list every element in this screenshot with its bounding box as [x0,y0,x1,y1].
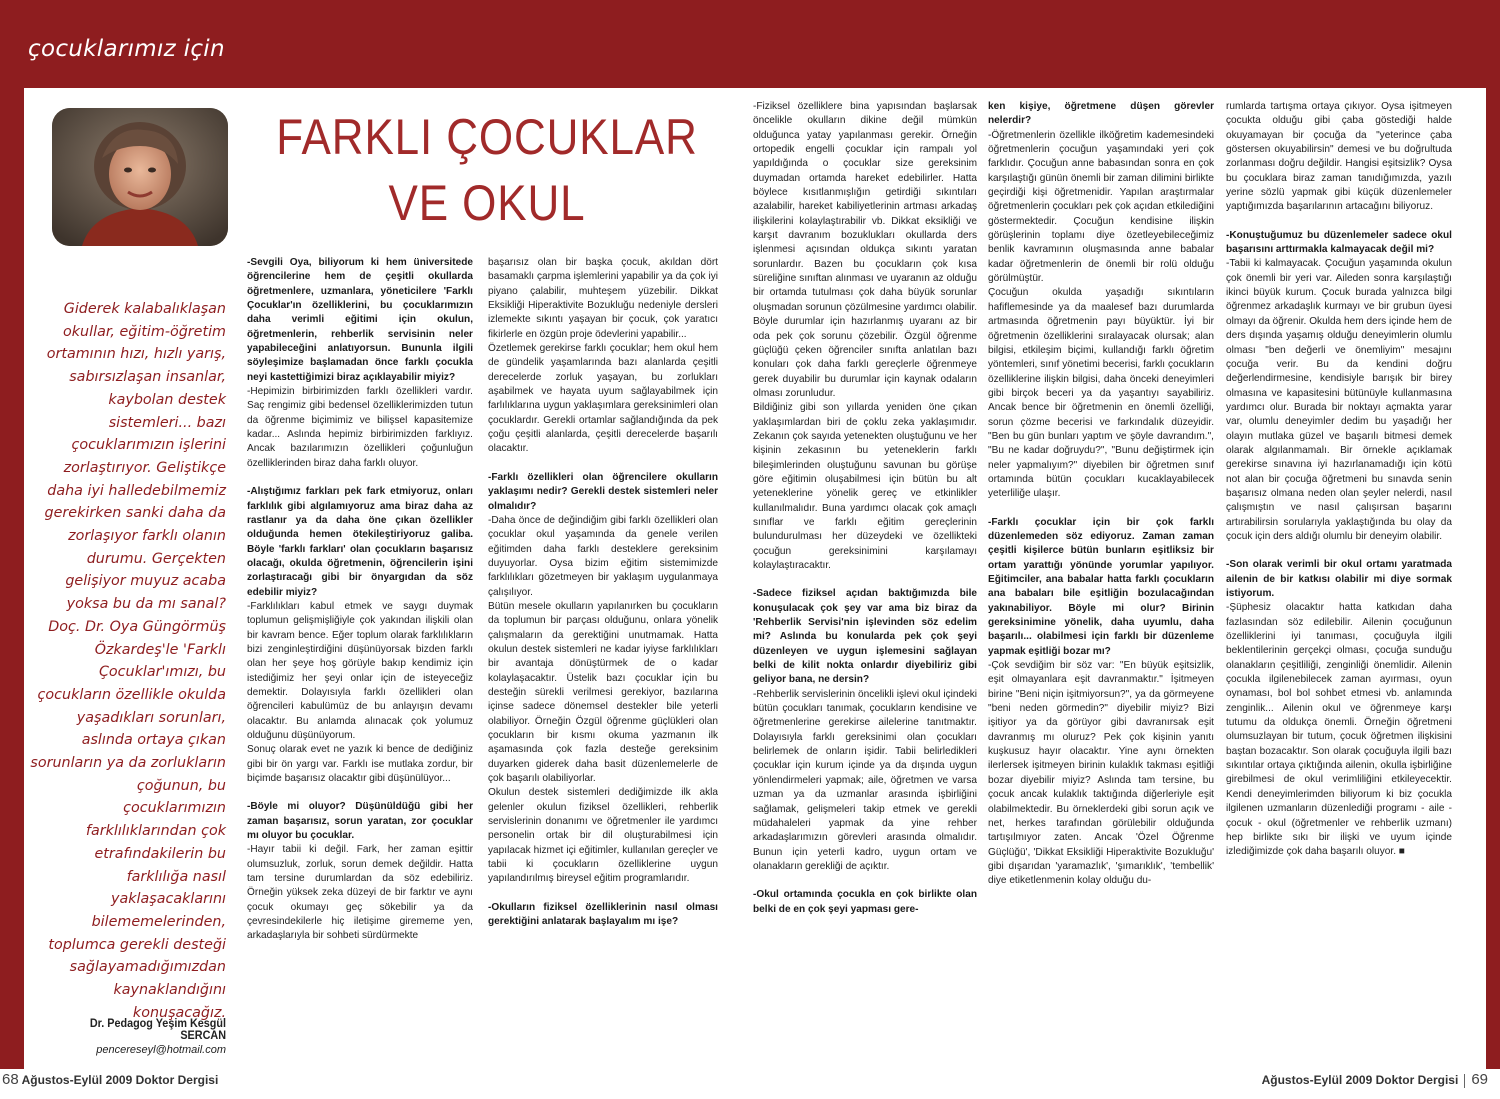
interview-question: -Farklı özellikleri olan öğrencilere okulların yaklaşımı nedir? Gerekli destek sistemleri neler olmalıdır? [488,471,718,512]
author-photo [52,108,228,246]
paragraph-gap [488,887,718,901]
interview-answer: -Daha önce de değindiğim gibi farklı özellikleri olan çocuklar okul yaşamında da genele verilen eğitimden daha farklı desteklere gereksinim duyuyorlar. Oysa bizim eğitim sistemimizde farklılıkları gözetmeyen bir yaklaşım uygulanmaya çalışılıyor. [488,514,718,598]
interview-answer: -Şüphesiz olacaktır hatta katkıdan daha fazlasından söz edilebilir. Ailenin çocuğunun özelliklerini iyi tanıması, çocuğuyla ilgili beklentilerinin gerçekçi olması, çocuğa sunduğu olanakların çeşitliliği, zenginliği önemlidir. Ailenin çocukla ilgilenebilecek zaman ayırması, oyun oynaması, bol bol sohbet etmesi vb. anlamında zenginlik... Ailenin okul ve öğrenmeye karşı tutumu da oldukça önemli. Örneğin öğretmeni olumsuzlayan bir tutum, çocuk öğretmen ilişkisini baştan bozacaktır. Son olarak çocuğuyla ilgili bazı sıkıntılar ortaya çıktığında ailenin, okulla işbirliğine girebilmesi de okul verimliliğini etkileyecektir. Kendi deneyimlerimden biliyorum ki biz çocukla ilgilenen uzmanların düzenlediği programı - aile - çocuk - okul (öğretmenler ve rehberlik uzmanı) hep birlikte sıkı bir ilişki ve uyum içinde izlediğimizde çok daha başarılı oluyor. ■ [1226,602,1452,858]
page-number-left: 68 [2,1071,19,1088]
article-headline [266,104,708,236]
footer-issue-right: Ağustos-Eylül 2009 [1261,1073,1373,1087]
interview-answer: -Rehberlik servislerinin öncelikli işlevi okul içindeki bütün çocukları tanımak, çocukların kendisine ve öğretmenlerine gerekirse ailelerine tanıtmaktır. Dolayısıyla farklı gereksinimi olan çocukları belirlemek de onların işidir. Tabii belirledikleri çocuklar için kurum içinde ya da dışında uygun yönlendirmeleri yapmak; aile, öğretmen ve varsa uzman ya da uzmanlar arasında işbirliğini sağlamak, gelişmeleri takip etmek ve gerekli müdahaleleri yapmak da yine rehber arkadaşlarımızın görevleri arasında olmalıdır. Bunun için yeterli kadro, uygun ortam ve olanakların gerekliği de açıktır. [753,688,977,872]
interview-answer: Okulun destek sistemleri dediğimizde ilk akla gelenler okulun fiziksel özellikleri, rehberlik servislerinin donanımı ve öğretmenler ile yardımcı personelin ortak bir dil oluşturabilmesi için yapılacak hizmet içi eğitimler, kullanılan gereçler ve tabii ki çocukların özelliklerine uygun yapılandırılmış bireysel eğitim programlarıdır. [488,787,718,885]
interview-answer: Bildiğiniz gibi son yıllarda yeniden öne çıkan yaklaşımlardan biri de çoklu zeka yaklaşımıdır. Zekanın çok sayıda yetenekten oluştuğunu ve her kişinin zekasının bu yeteneklerin farklı bileşimlerinden oluştuğunu savunan bu görüşe göre eğitimin oluşabilmesi için bütün bu alt yeteneklerine yönelik gereç ve etkinlikler kullanılmalıdır. Buna yardımcı olacak çok amaçlı sınıflar ve farklı eğitim gereçlerinin bulundurulması her düzeydeki ve özellikteki çocuğun gereksinimini karşılamayı kolaylaştıracaktır. [753,402,977,571]
paragraph-gap [1226,544,1452,558]
interview-question: -Sadece fiziksel açıdan baktığımızda bile konuşulacak çok şey var ama biz biraz da 'Rehberlik Servisi'nin işlevinden söz edelim mi? Aslında bu konularda pek çok şeyi düzenleyen ve uygun işlemesini sağlayan belki de kilit nokta onlardır diyebiliriz gibi geliyor bana, ne dersin? [753,588,977,686]
interview-answer: rumlarda tartışma ortaya çıkıyor. Oysa işitmeyen çocukta olduğu gibi çaba göstediği halde okuyamayan bir çocuğa da "yeterince çaba göstersen okuyabilirsin" demesi ve bu doğrultuda zorlanması doğru değildir. Hangisi eşitsizlik? Oysa bu çocuklara biraz zaman tanıdığımızda, yazılı yerine sözlü yapmak gibi küçük düzenlemeler yaptığımızda başarılarının artacağını biliyoruz. [1226,101,1452,213]
paragraph-gap [988,502,1214,516]
paragraph-gap [247,471,473,485]
footer-divider [1464,1074,1465,1088]
text-column-3 [753,100,977,1062]
paragraph-gap [753,874,977,888]
headline-line-2: VE OKUL [388,175,586,231]
interview-answer: Çocuğun okulda yaşadığı sıkıntıların hafiflemesinde ya da maalesef bazı durumlarda artmasında öğretmenin payı büyüktür. İyi bir öğretmenin özelliklerini sıralayacak olursak; alan bilgisi, etkileşim biçimi, kullandığı farklı öğretim yöntemleri, sınıf yönetimi becerisi, farklı çocukların özelliklerine ilişkin bilgisi, daha önceki deneyimleri gibi birçok beceri ya da yaşantıyı sayabiliriz. Ancak bence bir öğretmenin en önemli özelliği, sorun çözme becerisi ve farkındalık düzeyidir. "Ben bu gün bunları yaptım ve şöyle davrandım.", "Bu ne kadar doğruydu?", "Bunu değiştirmek için neler yapmalıyım?" diyebilen bir öğretmen sınıf ortamında bütün çocukları kucaklayabilecek yeterliliğe ulaşır. [988,287,1214,500]
footer-right [1262,1071,1488,1088]
interview-question: -Alıştığımız farkları pek fark etmiyoruz, onları farklılık gibi algılamıyoruz ama biraz daha az rastlanır ya da daha öne çıkan özellikler olduğunda hemen ötekileştiriyoruz galiba. Böyle 'farklı farkları' olan çocukların başarısız olacağı, okulda öğretmenin, öğrencilerin işini zorlaştıracağı gibi bir önyargıdan da söz edebilir miyiz? [247,486,473,598]
interview-question: -Böyle mi oluyor? Düşünüldüğü gibi her zaman başarısız, sorun yaratan, zor çocuklar mı oluyor bu çocuklar. [247,801,473,842]
section-title: çocuklarımız için [28,36,225,62]
interview-answer: -Hayır tabii ki değil. Fark, her zaman eşittir olumsuzluk, zorluk, sorun demek değildir. Hatta tam tersine durumlardan da söz edebiliriz. Örneğin yüksek zeka düzeyi de bir farktır ve aynı çocuk okumayı geç sökebilir ya da çevresindekilerle hiç iletişime girememe yen, arkadaşlarıyla bir sohbeti sürdürmekte [247,844,473,942]
text-column-1 [247,256,473,1062]
interview-answer: Özetlemek gerekirse farklı çocuklar; hem okul hem de gündelik yaşamlarında bazı alanlarda çeşitli derecelerde zorluk yaşayan, bu zorlukları aşabilmek ve hayata uyum sağlayabilmek için farlılıklarına uygun yaklaşımlara gereksinimleri olan çocuklardır. Gerekli ortamlar sağlandığında da pek çoğu çeşitli alanlarda, çeşitli derecelerde başarılı olacaktır. [488,343,718,455]
page-number-right: 69 [1471,1071,1488,1088]
right-margin-band [1486,88,1500,1069]
pull-quote: Giderek kalabalıklaşan okullar, eğitim-öğretim ortamının hızı, hızlı yarış, sabırsızlaşan insanlar, kaybolan destek sistemleri... bazı çocuklarımızın işlerini zorlaştırıyor. Geliştikçe daha iyi halledebilmemiz gerekirken sanki daha da zorlaşıyor farklı olanın durumu. Gerçekten gelişiyor muyuz acaba yoksa bu da mı sanal? Doç. Dr. Oya Güngörmüş Özkardeş'le 'Farklı Çocuklar'ımızı, bu çocukların özellikle okulda yaşadıkları sorunları, aslında ortaya çıkan sorunların ya da zorlukların çoğunun, bu çocuklarımızın farklılıklarından çok etrafındakilerin bu farklılığa nasıl yaklaşacaklarını bilememelerinden, toplumca gerekli desteği sağlayamadığımızdan kaynaklandığını konuşacağız. [30,301,226,1021]
left-margin-band [0,88,24,1069]
author-email: pencereseyl@hotmail.com [96,1044,226,1056]
interview-answer: -Hepimizin birbirimizden farklı özellikleri vardır. Saç rengimiz gibi bedensel özelliklerimizden tutun da öğrenme biçimimiz ve bilişsel kapasitemize kadar... Aslında hepimiz birbirimizden farklıyız. Ancak bazılarımızın özellikleri çoğunluğun özelliklerinden biraz daha farklı oluyor. [247,386,473,469]
interview-question: -Farklı çocuklar için bir çok farklı düzenlemeden söz ediyoruz. Zaman zaman çeşitli kişilerce bütün bunların eşitliksiz bir ortam yarattığı yönünde yorumlar yapılıyor. Eğitimciler, ana babalar hatta farklı çocukların ana babaları bile eşitliğin bozulacağından yakınabiliyor. Böyle mi olur? Birinin gereksinimine yönelik, daha uyumlu, daha başarılı... olabilmesi için farklı bir düzenleme yapmak eşitliği bozar mı? [988,516,1214,657]
footer-left [2,1071,218,1088]
interview-question: -Okul ortamında çocukla en çok birlikte olan belki de en çok şeyi yapması gere- [753,889,977,915]
interview-answer: -Çok sevdiğim bir söz var: "En büyük eşitsizlik, eşit olmayanlara eşit davranmaktır." İşitmeyen birine "Beni niçin işitmiyorsun?", ya da görmeyene "beni neden görmedin?" diyebilir miyiz? Bizi işitiyor ya da görüyor gibi davranırsak eşit davranmış mı oluruz? Pek çok kişinin yanıtı kuşkusuz hayır olacaktır. Yine aynı örnekten ilerlersek işitmeyen birinin kulaklık takması eşitliği bozar diyebilir miyiz? Aslında tam tersine, bu çocuk ancak kulaklık taktığında diğerleriyle eşit olabilmektedir. Bu örneklerdeki gibi sorun açık ve net, herkes tarafından görülebilir olduğunda tartışılmıyor zaten. Ancak 'Özel Öğrenme Güçlüğü', 'Dikkat Eksikliği Hiperaktivite Bozukluğu' gibi dışarıdan 'yaramazlık', 'şımarıklık', 'tembellik' diye etiketlenmenin kolay olduğu du- [988,660,1214,887]
text-column-2 [488,256,718,1062]
paragraph-gap [247,786,473,800]
text-column-5 [1226,100,1452,1062]
interview-question: -Son olarak verimli bir okul ortamı yaratmada ailenin de bir katkısı olabilir mi diye sormak istiyorum. [1226,559,1452,599]
footer-magazine-right: Doktor Dergisi [1375,1073,1459,1087]
interview-answer: -Öğretmenlerin özellikle ilköğretim kademesindeki öğretmenlerin çocuğun yaşamındaki yeri çok farklıdır. Çocuğun anne babasından sonra en çok karşılaştığı günün önemli bir zaman dilimini birlikte geçirdiği kişi öğretmenidir. Yapılan araştırmalar öğretmenlerin çocukları pek çok açıdan etkilediğini göstermektedir. Çocuğun kendisine ilişkin görüşlerinin toplamı diye özetleyebileceğimiz benlik kavramının oluşmasında anne babalar kadar öğretmenlerin de önemli bir rolü olduğu görülmüştür. [988,129,1214,285]
headline-line-1: FARKLI ÇOCUKLAR [276,109,698,165]
interview-question: ken kişiye, öğretmene düşen görevler nelerdir? [988,101,1214,127]
paragraph-gap [488,457,718,471]
interview-answer: -Farklılıkları kabul etmek ve saygı duymak toplumun gelişmişliğiyle çok yakından ilişkili olan bir kavram bence. Eğer toplum olarak farklılıkların bizi zenginleştirdiğini düşünüyorsak bizden farklı olan her şeye hoş görüyle bakıp kendimiz için istediğimiz her şeyi onlar için de isteyeceğiz demektir. Dolayısıyla farklı özellikleri olan öğrencileri kabulümüz de bu anlayışın devamı olacaktır. Bu anlamda alınacak çok yolumuz olduğunu düşünüyorum. [247,600,473,741]
interview-answer: Bütün mesele okulların yapılanırken bu çocukların da toplumun bir parçası olduğunu, onlara yönelik çalışmaların da gerektiğini unutmamak. Hatta okulun destek sistemleri ne kadar iyiyse farklılıkları bir avantaja dönüştürmek de o kadar kolaylaşacaktır. Üstelik bazı çocuklar için bu desteğin sürekli verilmesi gerekiyor, bazılarına içinse sadece dönemsel destekler bile yeterli olabiliyor. Örneğin Özgül öğrenme güçlükleri olan çocukların bir kısmı okuma yazmanın ilk aşamasında çok fazla desteğe gereksinim duyarken giderek daha basit düzenlemelerle de çok başarılı olabiliyorlar. [488,600,718,785]
interview-answer: başarısız olan bir başka çocuk, akıldan dört basamaklı çarpma işlemlerini yapabilir ya da çok iyi piyano çalabilir, muhteşem yüzebilir. Dikkat Eksikliği Hiperaktivite Bozukluğu nedeniyle dersleri izlemekte sıkıntı yaşayan bir çocuk, çok yaratıcı fikirlerle en özgün proje ödevlerini yapabilir... [488,257,718,340]
text-column-4 [988,100,1214,1062]
interview-question: -Okulların fiziksel özelliklerinin nasıl olması gerektiğini anlatarak başlayalım mı işe? [488,901,718,928]
section-band [0,0,1500,88]
interview-answer: -Tabii ki kalmayacak. Çocuğun yaşamında okulun çok önemli bir yeri var. Aileden sonra karşılaştığı ikinci büyük kurum. Çocuk burada yalnızca bilgi öğrenmez arkadaşlık kurmayı ve bir grubun üyesi olmayı da öğrenir. Okulda hem ders içinde hem de ders dışında yaşamış olduğu deneyimlerin olumlu olması "ben değerli ve önemliyim" mesajını çocuğa verir. Bu da kendini doğru değerlendirmesine, kendisiyle barışık bir birey olmasına ve kapasitesini bütünüyle kullanmasına yardımcı olur. Burada bir noktayı açmakta yarar var, olumlu deneyimler dedim bu yaşadığı her olayın mutlaka güzel ve başarılı bitmesi demek olarak algılanmamalı. Bir örnekle açıklamak gerekirse sınavına iyi hazırlanamadığı için kötü not alan bir çocuğa öğretmeni bu sınavda senin başarısız olmana neden olan şeyler nelerdi, nasıl çalışmıştın ve nasıl çalışırsan başarını artırabilirsin sorularıyla yaklaştığında bu olay da çocuk için ders aldığı olumlu bir deneyim olabilir. [1226,258,1452,542]
interview-answer: -Fiziksel özelliklere bina yapısından başlarsak öncelikle okulların dikine değil mümkün olduğunca yatay yapılanması gerekir. Örneğin ortopedik engelli çocuklar için rampalı yol yapıldığında o çocuklar size gereksinim duymadan ortamda hareket edebilirler. Hatta böylece kısıtlanmışlığın getirdiği sıkıntıları azalabilir, hareket kabiliyetlerinin artması arkadaş ilişkilerini kolaylaştırabilir vb. Dikkat eksikliği ve karşıt davranım bozuklukları okullarda ders işlenmesi açısından oldukça sıkıntı yaratan sorunlardır. Bazen bu çocukların çok kısa süreliğine sınıftan alınması ve uyaranın az olduğu bir ortamda tutulması çok daha büyük sorunlar oluşmadan sorunun çözülmesine yardımcı olabilir. Böyle durumlar için hazırlanmış uyaranı az bir oda pek çok sorunu çözebilir. Özgül öğrenme güçlüğü çeken öğrenciler sınıfta anlatılan bazı konuları çok daha farklı gereçlerle öğrenmeye gerek duyabilir bu durumlar için kaynak odaların olması zorunludur. [753,101,977,399]
paragraph-gap [1226,215,1452,229]
interview-question: -Sevgili Oya, biliyorum ki hem üniversitede öğrencilerine hem de çeşitli okullarda öğretmenlere, uzmanlara, yöneticilere 'Farklı Çocuklar'ın özelliklerini, bu çocuklarımızın daha verimli eğitimi için okulun, öğretmenlerin, rehberlik servisinin neler yapabileceğini anlatıyorsun. Bununla ilgili söyleşimize başlamadan önce farklı çocukla neyi kastettiğimizi biraz açıklayabilir miyiz? [247,257,473,383]
interview-answer: Sonuç olarak evet ne yazık ki bence de dediğiniz gibi bir ön yargı var. Farklı ise mutlaka zordur, bir biçimde başarısız olacaktır gibi düşünülüyor... [247,744,473,785]
footer-magazine-left: Doktor Dergisi [135,1073,219,1087]
paragraph-gap [753,573,977,587]
interview-question: -Konuştuğumuz bu düzenlemeler sadece okul başarısını arttırmakla kalmayacak değil mi? [1226,229,1452,256]
footer-issue-left: Ağustos-Eylül 2009 [21,1073,133,1087]
author-name: Dr. Pedagog Yeşim Kesgül SERCAN [89,1018,226,1042]
